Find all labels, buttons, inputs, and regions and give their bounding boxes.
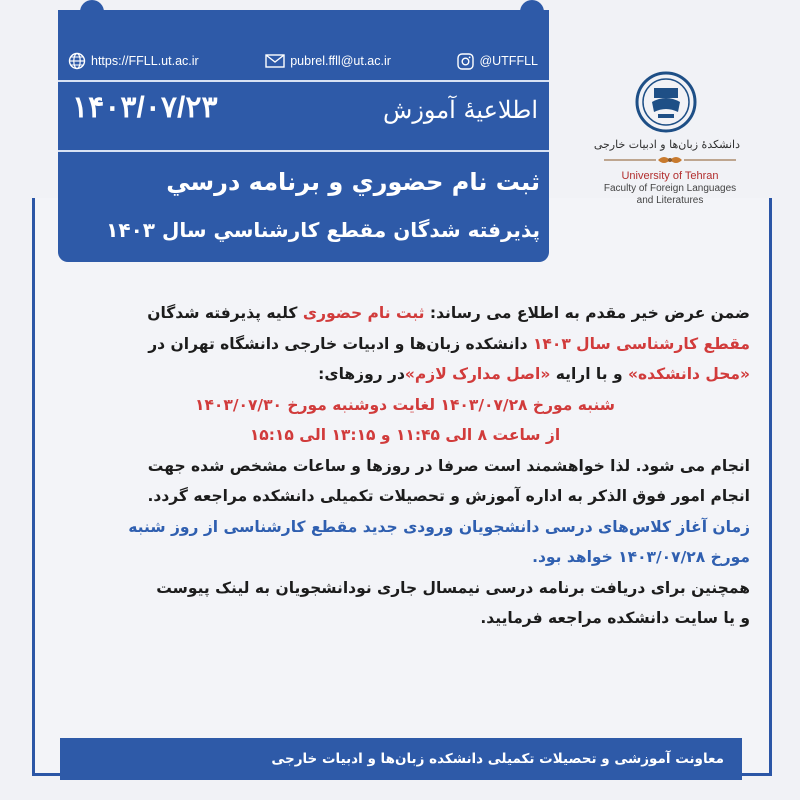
announcement-label: اطلاعیهٔ آموزش — [383, 96, 538, 124]
body-text-segment: دانشکده زبان‌ها و ادبیات خارجی دانشگاه تهران در — [148, 334, 533, 353]
location-highlight: «محل دانشکده» — [627, 365, 750, 383]
university-name: University of Tehran — [621, 170, 719, 182]
class-start-date: مورخ ۱۴۰۳/۰۷/۲۸ خواهد بود. — [532, 548, 750, 566]
email-text: pubrel.ffll@ut.ac.ir — [290, 54, 391, 68]
faculty-name-persian: دانشکدهٔ زبان‌ها و ادبیات خارجی — [593, 138, 740, 151]
body-line: انجام امور فوق الذکر به اداره آموزش و تحصیلات تکمیلی دانشکده مراجعه گردد. — [147, 487, 750, 505]
mail-icon — [265, 53, 285, 69]
body-text-segment: کلیه پذیرفته شدگان — [147, 304, 303, 322]
registration-hours: از ساعت ۸ الی ۱۱:۴۵ و ۱۳:۱۵ الی ۱۵:۱۵ — [249, 426, 561, 444]
body-line: و یا سایت دانشکده مراجعه فرمایید. — [480, 609, 750, 627]
website-link[interactable] — [68, 52, 199, 70]
instagram-icon — [457, 53, 474, 70]
announcement-title: ثبت نام حضوري و برنامه درسي — [166, 168, 540, 196]
registration-dates: شنبه مورخ ۱۴۰۳/۰۷/۲۸ لغایت دوشنبه مورخ ۱۴۰۳/۰۷/۳۰ — [194, 395, 616, 414]
email-link[interactable] — [265, 53, 391, 69]
faculty-logo — [593, 70, 740, 206]
class-start-notice: زمان آغاز کلاس‌های درسی دانشجویان ورودی جدید مقطع کارشناسی از روز شنبه — [128, 517, 750, 536]
footer-text: معاونت آموزشی و تحصیلات تکمیلی دانشکده زبان‌ها و ادبیات خارجی — [271, 751, 724, 767]
announcement-date: ۱۴۰۳/۰۷/۲۳ — [72, 91, 218, 124]
body-line: انجام می شود. لذا خواهشمند است صرفا در روزها و ساعات مشخص شده جهت — [147, 456, 750, 475]
body-line — [60, 298, 750, 329]
body-line — [60, 329, 750, 360]
in-person-registration-highlight: ثبت نام حضوری — [302, 304, 425, 322]
university-emblem-icon — [634, 70, 698, 134]
header-divider-bottom — [58, 150, 549, 152]
body-line: همچنین برای دریافت برنامه درسی نیمسال جاری نودانشجویان به لینک پیوست — [156, 578, 750, 597]
social-handle: @UTFFLL — [479, 54, 538, 68]
ornament-divider-icon — [604, 154, 736, 166]
documents-highlight: «اصل مدارک لازم» — [404, 365, 551, 383]
faculty-name-line1: Faculty of Foreign Languages — [603, 183, 737, 194]
body-text-segment: در روزهای: — [318, 365, 405, 383]
body-line — [60, 359, 750, 390]
body-text-segment: و با ارایه — [550, 365, 628, 383]
website-text: https://FFLL.ut.ac.ir — [91, 54, 199, 68]
social-link[interactable] — [457, 53, 538, 70]
globe-icon — [68, 52, 86, 70]
degree-year-highlight: مقطع کارشناسی سال ۱۴۰۳ — [532, 334, 750, 353]
contact-bar — [68, 48, 538, 74]
announcement-subtitle: پذيرفته شدگان مقطع کارشناسي سال ۱۴۰۳ — [106, 218, 540, 242]
footer-bar — [60, 738, 742, 780]
header-divider-top — [58, 80, 549, 82]
announcement-body — [60, 298, 750, 634]
faculty-name-line2: and Literatures — [636, 195, 704, 206]
body-text-segment: ضمن عرض خیر مقدم به اطلاع می رساند: — [424, 304, 750, 322]
